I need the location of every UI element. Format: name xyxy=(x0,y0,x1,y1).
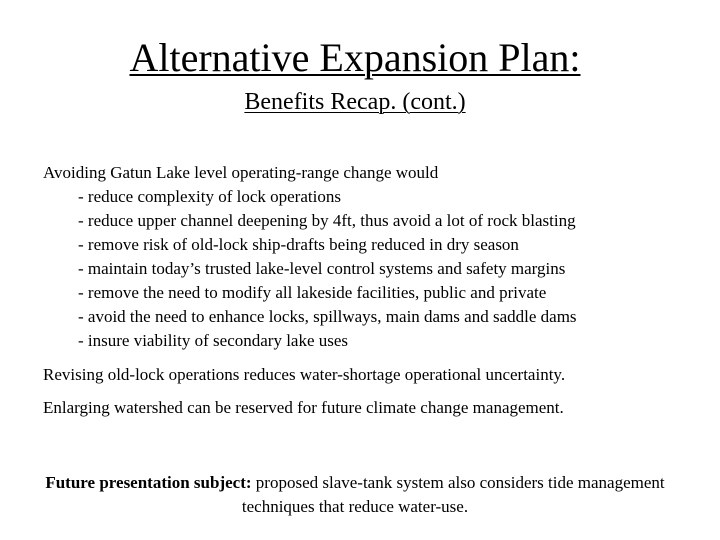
benefit-item: - avoid the need to enhance locks, spillways, main dams and saddle dams xyxy=(78,307,577,326)
benefit-item: - reduce complexity of lock operations xyxy=(78,187,341,206)
slide-body xyxy=(43,161,703,420)
benefit-item: - remove risk of old-lock ship-drafts being reduced in dry season xyxy=(78,235,519,254)
benefit-list xyxy=(43,185,703,353)
benefit-item: - maintain today’s trusted lake-level control systems and safety margins xyxy=(78,259,566,278)
intro-text: Avoiding Gatun Lake level operating-range change would xyxy=(43,163,439,182)
future-subject xyxy=(30,471,680,519)
future-subject-label: Future presentation subject: xyxy=(45,473,252,492)
slide-title: Alternative Expansion Plan: xyxy=(129,35,581,80)
benefit-item: - reduce upper channel deepening by 4ft, thus avoid a lot of rock blasting xyxy=(78,211,576,230)
slide-subtitle: Benefits Recap. (cont.) xyxy=(244,89,466,115)
future-subject-text: proposed slave-tank system also considers tide management techniques that reduce water-use. xyxy=(241,473,665,516)
paragraph-watershed: Enlarging watershed can be reserved for future climate change management. xyxy=(43,398,564,417)
benefit-item: - insure viability of secondary lake uses xyxy=(78,331,349,350)
paragraph-old-lock: Revising old-lock operations reduces water-shortage operational uncertainty. xyxy=(43,365,566,384)
benefit-item: - remove the need to modify all lakeside facilities, public and private xyxy=(78,283,547,302)
